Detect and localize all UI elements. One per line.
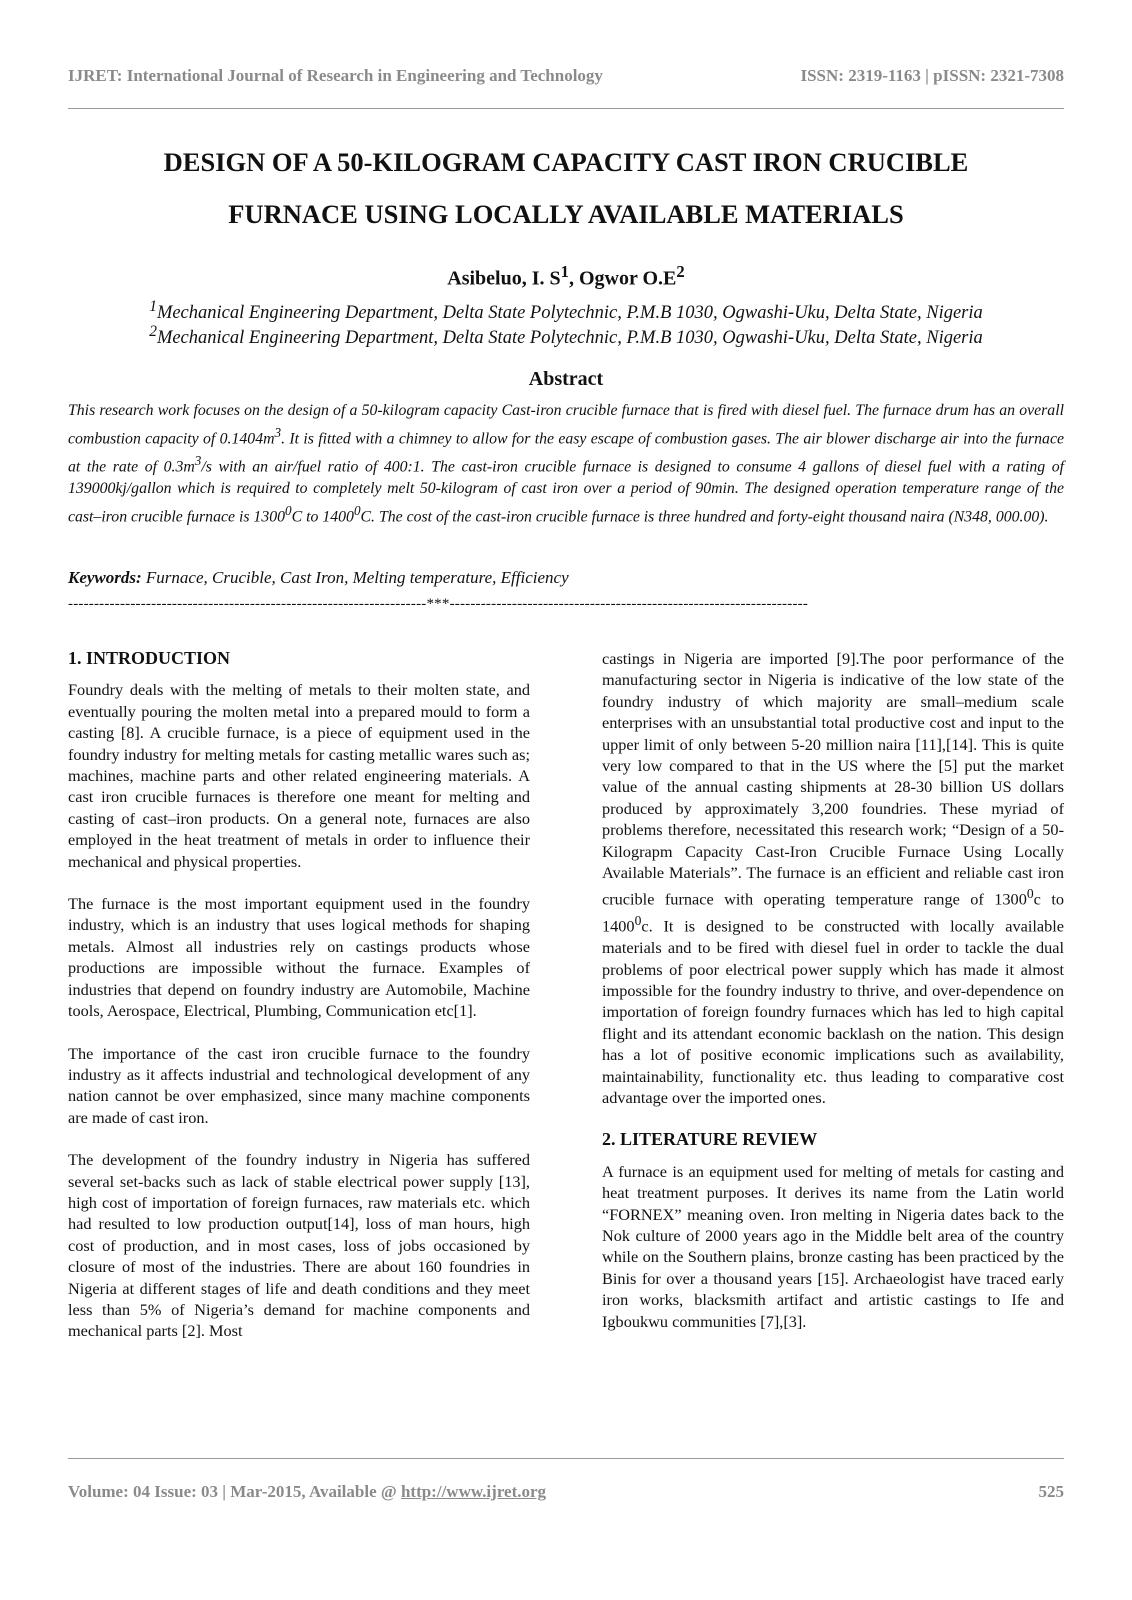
intro-heading: 1. INTRODUCTION (68, 648, 231, 668)
journal-link[interactable]: http://www.ijret.org (400, 1482, 547, 1501)
author-1-sup: 1 (560, 262, 569, 281)
author-sep: , (568, 267, 579, 290)
affiliation-2 (68, 323, 1064, 349)
literature-review-heading: 2. LITERATURE REVIEW (602, 1129, 818, 1150)
footer-rule (68, 1458, 1064, 1459)
left-column (68, 648, 530, 1363)
abstract-body (68, 400, 1064, 528)
paper-title (68, 136, 1064, 240)
footer-volume-text: Volume: 04 Issue: 03 | Mar-2015, Available @ (68, 1482, 401, 1501)
affiliation-2-text: Mechanical Engineering Department, Delta State Polytechnic, P.M.B 1030, Ogwashi-Uku, Delta State, Nigeria (156, 328, 983, 349)
right-column (602, 648, 1064, 1353)
issn: ISSN: 2319-1163 | pISSN: 2321-7308 (800, 66, 1064, 85)
affiliation-1-text: Mechanical Engineering Department, Delta State Polytechnic, P.M.B 1030, Ogwashi-Uku, Delta State, Nigeria (156, 303, 983, 324)
journal-name: IJRET: International Journal of Research in Engineering and Technology (68, 66, 603, 85)
right-sup-1: 0 (1026, 886, 1034, 902)
section-separator: ---------------------------------------------------------------------***--------------------------------------------------------------------- (68, 596, 809, 612)
literature-paragraph-1: A furnace is an equipment used for melting of metals for casting and heat treatment purposes. It derives its name from the Latin world “FORNEX” meaning oven. Iron melting in Nigeria dates back to the Nok culture of 2000 years ago in the Middle belt area of the country while on the Southern plains, bronze casting has been practiced by the Binis for over a thousand years [15]. Archaeologist have traced early iron works, blacksmith artifact and artistic castings to Ife and Igboukwu communities [7],[3]. (602, 1161, 1064, 1331)
footer-volume (68, 1482, 546, 1502)
intro-paragraph-1: Foundry deals with the melting of metals to their molten state, and eventually pouring the molten metal into a prepared mould to form a casting [8]. A crucible furnace, is a piece of equipment used in the foundry industry for melting metals for casting metallic wares such as; machines, machine parts and other related engineering materials. A cast iron crucible furnaces is therefore one meant for melting and casting of cast–iron products. On a general note, furnaces are also employed in the heat treatment of metals in order to influence their mechanical and physical properties. (68, 680, 530, 871)
intro-paragraph-2: The furnace is the most important equipment used in the foundry industry, which is an industry that uses logical methods for shaping metals. Almost all industries rely on castings products whose productions are impossible without the furnace. Examples of industries that depend on foundry industry are Automobile, Machine tools, Aerospace, Electrical, Plumbing, Communication etc[1]. (68, 894, 530, 1021)
authors (68, 262, 1064, 291)
abstract-heading: Abstract (528, 368, 604, 390)
abstract-text-4: C to 1400 (291, 507, 354, 525)
running-header (68, 66, 1064, 86)
author-2-sup: 2 (676, 262, 685, 281)
abstract-sup-3: 0 (285, 502, 292, 518)
right-text-4: c. It is designed to be constructed with locally available materials and to be fired with diesel fuel in order to tackle the dual problems of poor electrical power supply which has made it almost impossible for the foundry industry to thrive, and over-dependence on importation of foreign foundry furnaces which has led to high capital flight and its attendant economic backlash on the nation. This design has a lot of positive economic implications such as availability, maintainability, functionality etc. thus leading to comparative cost advantage over the imported ones. (602, 916, 1064, 1107)
abstract-sup-2: 3 (194, 452, 202, 468)
abstract-sup-1: 3 (274, 424, 282, 440)
abstract-text-1: This research work focuses on the design of a 50-kilogram capacity Cast-iron crucible furnace that is fired with diesel fuel. The furnace drum has an overall combustion capacity of 0.1404m (68, 402, 1064, 448)
right-text-2: “Design of a 50-Kilograpm Capacity Cast-Iron Crucible Furnace Using Locally Available Materials”. The furnace is an efficient and reliable cast iron crucible furnace with operating temperature range of 1300 (602, 820, 1064, 909)
intro-continued-paragraph (602, 648, 1064, 1108)
intro-paragraph-4: The development of the foundry industry in Nigeria has suffered several set-backs such as lack of stable electrical power supply [13], high cost of importation of foreign furnaces, raw materials etc. which had resulted to low production output[14], loss of man hours, high cost of production, and in most cases, loss of jobs occasioned by closure of most of the industries. There are about 160 foundries in Nigeria at different stages of life and death conditions and they meet less than 5% of Nigeria’s demand for machine components and mechanical parts [2]. Most (68, 1150, 530, 1341)
keywords (68, 568, 1064, 588)
author-1: Asibeluo, I. S (447, 267, 561, 290)
abstract-text-5: C. The cost of the cast-iron crucible furnace is three hundred and forty-eight thousand naira (N348, 000.00). (360, 507, 1049, 525)
header-rule (68, 108, 1064, 109)
right-sup-2: 0 (634, 913, 642, 929)
right-text-3: c to 1400 (602, 889, 1064, 936)
title-line-1: DESIGN OF A 50-KILOGRAM CAPACITY CAST IRON CRUCIBLE (163, 147, 969, 177)
abstract-text-3: /s with an air/fuel ratio of 400:1. The cast-iron crucible furnace is designed to consume 4 gallons of diesel fuel with a rating of 139000kj/gallon which is required to completely melt 50-kilogram of cast iron over a period of 90min. The designed operation temperature range of the cast–iron crucible furnace is 1300 (68, 458, 1064, 525)
affiliation-1 (68, 298, 1064, 324)
title-line-2: FURNACE USING LOCALLY AVAILABLE MATERIALS (228, 199, 904, 229)
abstract-sup-4: 0 (353, 502, 361, 518)
affiliation-1-sup: 1 (149, 298, 157, 315)
page-number: 525 (1038, 1482, 1064, 1501)
running-footer (68, 1482, 1064, 1502)
keywords-label: Keywords: (68, 568, 142, 587)
keywords-text: Furnace, Crucible, Cast Iron, Melting temperature, Efficiency (141, 568, 569, 587)
author-2: Ogwor O.E (578, 267, 677, 290)
affiliation-2-sup: 2 (149, 323, 157, 340)
intro-paragraph-3: The importance of the cast iron crucible furnace to the foundry industry as it affects industrial and technological development of any nation cannot be over emphasized, since many machine components are made of cast iron. (68, 1043, 530, 1127)
right-text-1: castings in Nigeria are imported [9].The poor performance of the manufacturing sector in Nigeria is indicative of the low state of the foundry industry of which majority are small–medium scale enterprises with an unsubstantial total productive cost and input to the upper limit of only between 5-20 million naira [11],[14]. This is quite very low compared to that in the US where the [5] put the market value of the annual casting shipments at 28-30 billion US dollars produced by approximately 3,200 foundries. These myriad of problems therefore, necessitated this research work; (602, 649, 1064, 840)
abstract-text-2: . It is fitted with a chimney to allow for the easy escape of combustion gases. The air blower discharge air into the furnace at the rate of 0.3m (68, 430, 1064, 476)
